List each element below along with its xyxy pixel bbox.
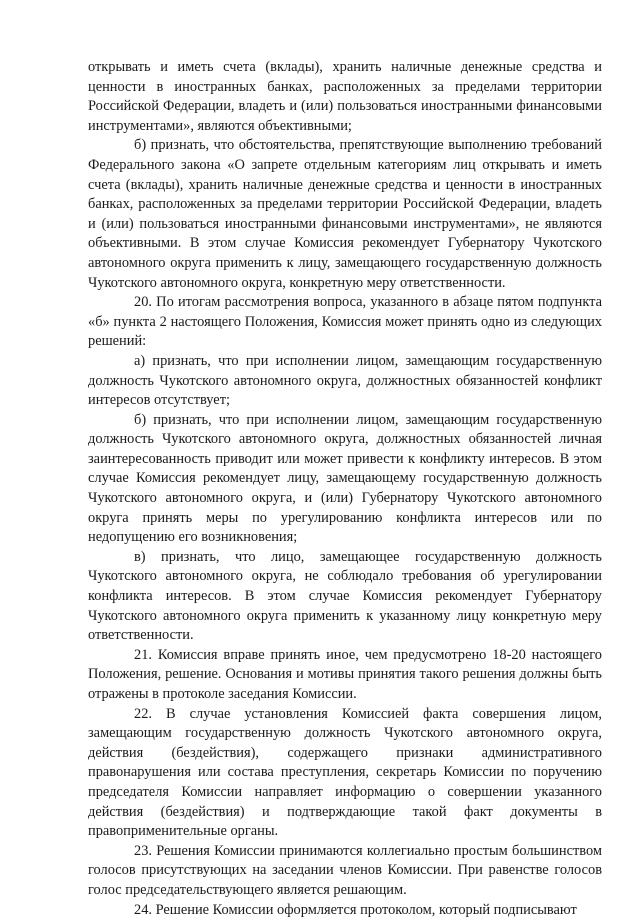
- paragraph-section-22: 22. В случае установления Комиссией факта совершения лицом, замещающим государственную должность Чукотского автономного округа, действия (бездействия), содержащего признаки административного правонарушения или состава преступления, секретарь Комиссии по поручению председателя Комиссии направляет информацию о совершении указанного действия (бездействия) и подтверждающие такой факт документы в правоприменительные органы.: [88, 705, 602, 840]
- document-page: [88, 58, 602, 920]
- paragraph-section-23: 23. Решения Комиссии принимаются коллегиально простым большинством голосов присутствующих на заседании членов Комиссии. При равенстве голосов голос председательствующего является решающим.: [88, 842, 602, 898]
- paragraph-section-21: 21. Комиссия вправе принять иное, чем предусмотрено 18-20 настоящего Положения, решение. Основания и мотивы принятия такого решения должны быть отражены в протоколе заседания Комиссии.: [88, 646, 602, 702]
- paragraph-section-20: 20. По итогам рассмотрения вопроса, указанного в абзаце пятом подпункта «б» пункта 2 настоящего Положения, Комиссия может принять одно из следующих решений:: [88, 294, 602, 350]
- paragraph-item-b-objective: б) признать, что обстоятельства, препятствующие выполнению требований Федерального закона «О запрете отдельным категориям лиц открывать и иметь счета (вклады), хранить наличные денежные средства и ценности в иностранных банках, расположенных за пределами территории Российской Федерации, владеть и (или) пользоваться иностранными финансовыми инструментами», не являются объективными. В этом случае Комиссия рекомендует Губернатору Чукотского автономного округа применить к лицу, замещающего государственную должность Чукотского автономного округа, конкретную меру ответственности.: [88, 137, 602, 291]
- paragraph-item-v: в) признать, что лицо, замещающее государственную должность Чукотского автономного округа, не соблюдало требования об урегулировании конфликта интересов. В этом случае Комиссия рекомендует Губернатору Чукотского автономного округа применить к указанному лицу конкретную меру ответственности.: [88, 548, 602, 644]
- paragraph-item-a: а) признать, что при исполнении лицом, замещающим государственную должность Чукотского автономного округа, должностных обязанностей конфликт интересов отсутствует;: [88, 352, 602, 409]
- paragraph-section-24: 24. Решение Комиссии оформляется протоколом, который подписывают: [134, 901, 577, 918]
- paragraph-item-b: б) признать, что при исполнении лицом, замещающим государственную должность Чукотского автономного округа, должностных обязанностей личная заинтересованность приводит или может привести к конфликту интересов. В этом случае Комиссия рекомендует лицу, замещающему государственную должность Чукотского автономного округа, и (или) Губернатору Чукотского автономного округа принять меры по урегулированию конфликта интересов или по недопущению его возникновения;: [88, 411, 602, 546]
- paragraph-continuation: открывать и иметь счета (вклады), хранить наличные денежные средства и ценности в иностранных банках, расположенных за пределами территории Российской Федерации, владеть и (или) пользоваться иностранными финансовыми инструментами», являются объективными;: [88, 59, 602, 134]
